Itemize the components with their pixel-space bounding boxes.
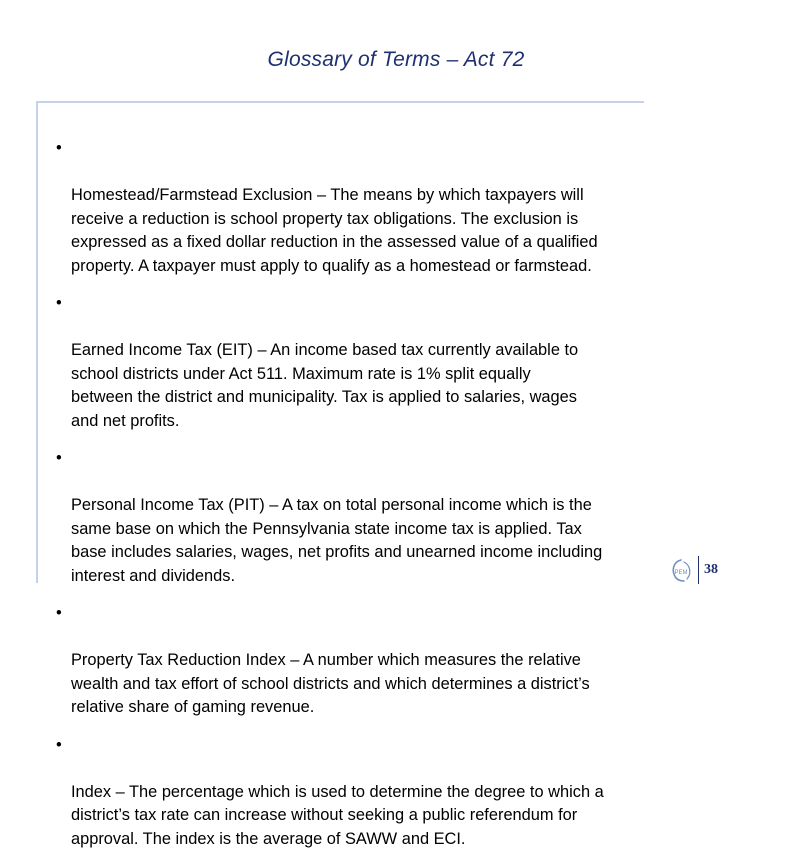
glossary-item-text: Personal Income Tax (PIT) – A tax on total personal income which is the same base on which the Pennsylvania state income tax is applied. Tax base includes salaries, wages, net profits and unearned income including interest and dividends. xyxy=(71,496,603,585)
glossary-item-text: Index – The percentage which is used to determine the degree to which a district’s tax rate can increase without seeking a public referendum for approval. The index is the average of SAWW and ECI. xyxy=(71,782,604,848)
slide-title: Glossary of Terms – Act 72 xyxy=(267,48,525,71)
glossary-item-pit xyxy=(54,447,734,588)
glossary-list xyxy=(54,137,734,865)
glossary-item-reduction-index xyxy=(54,602,734,720)
glossary-item-text: Property Tax Reduction Index – A number which measures the relative wealth and tax effort of school districts and which determines a district’s relative share of gaming revenue. xyxy=(71,651,590,716)
bullet-icon: • xyxy=(56,139,62,157)
glossary-item-index xyxy=(54,734,734,852)
glossary-item-text: Homestead/Farmstead Exclusion – The means by which taxpayers will receive a reduction is school property tax obligations. The exclusion is expressed as a fixed dollar reduction in the assessed value of a qualified property. A taxpayer must apply to qualify as a homestead or farmstead. xyxy=(71,186,598,275)
pem-logo-icon xyxy=(668,559,694,583)
bullet-icon: • xyxy=(56,294,62,312)
glossary-item-eit xyxy=(54,292,734,433)
bullet-icon: • xyxy=(56,449,62,467)
page-number: 38 xyxy=(704,562,718,577)
logo-text: PEM xyxy=(674,570,688,576)
glossary-item-text: Earned Income Tax (EIT) – An income based tax currently available to school districts under Act 511. Maximum rate is 1% split equally between the district and municipality. Tax is applied to salaries, wages and net profits. xyxy=(71,341,579,430)
bullet-icon: • xyxy=(56,604,62,622)
footer-divider xyxy=(698,556,699,584)
bullet-icon: • xyxy=(56,735,62,754)
glossary-item-homestead xyxy=(54,137,734,278)
